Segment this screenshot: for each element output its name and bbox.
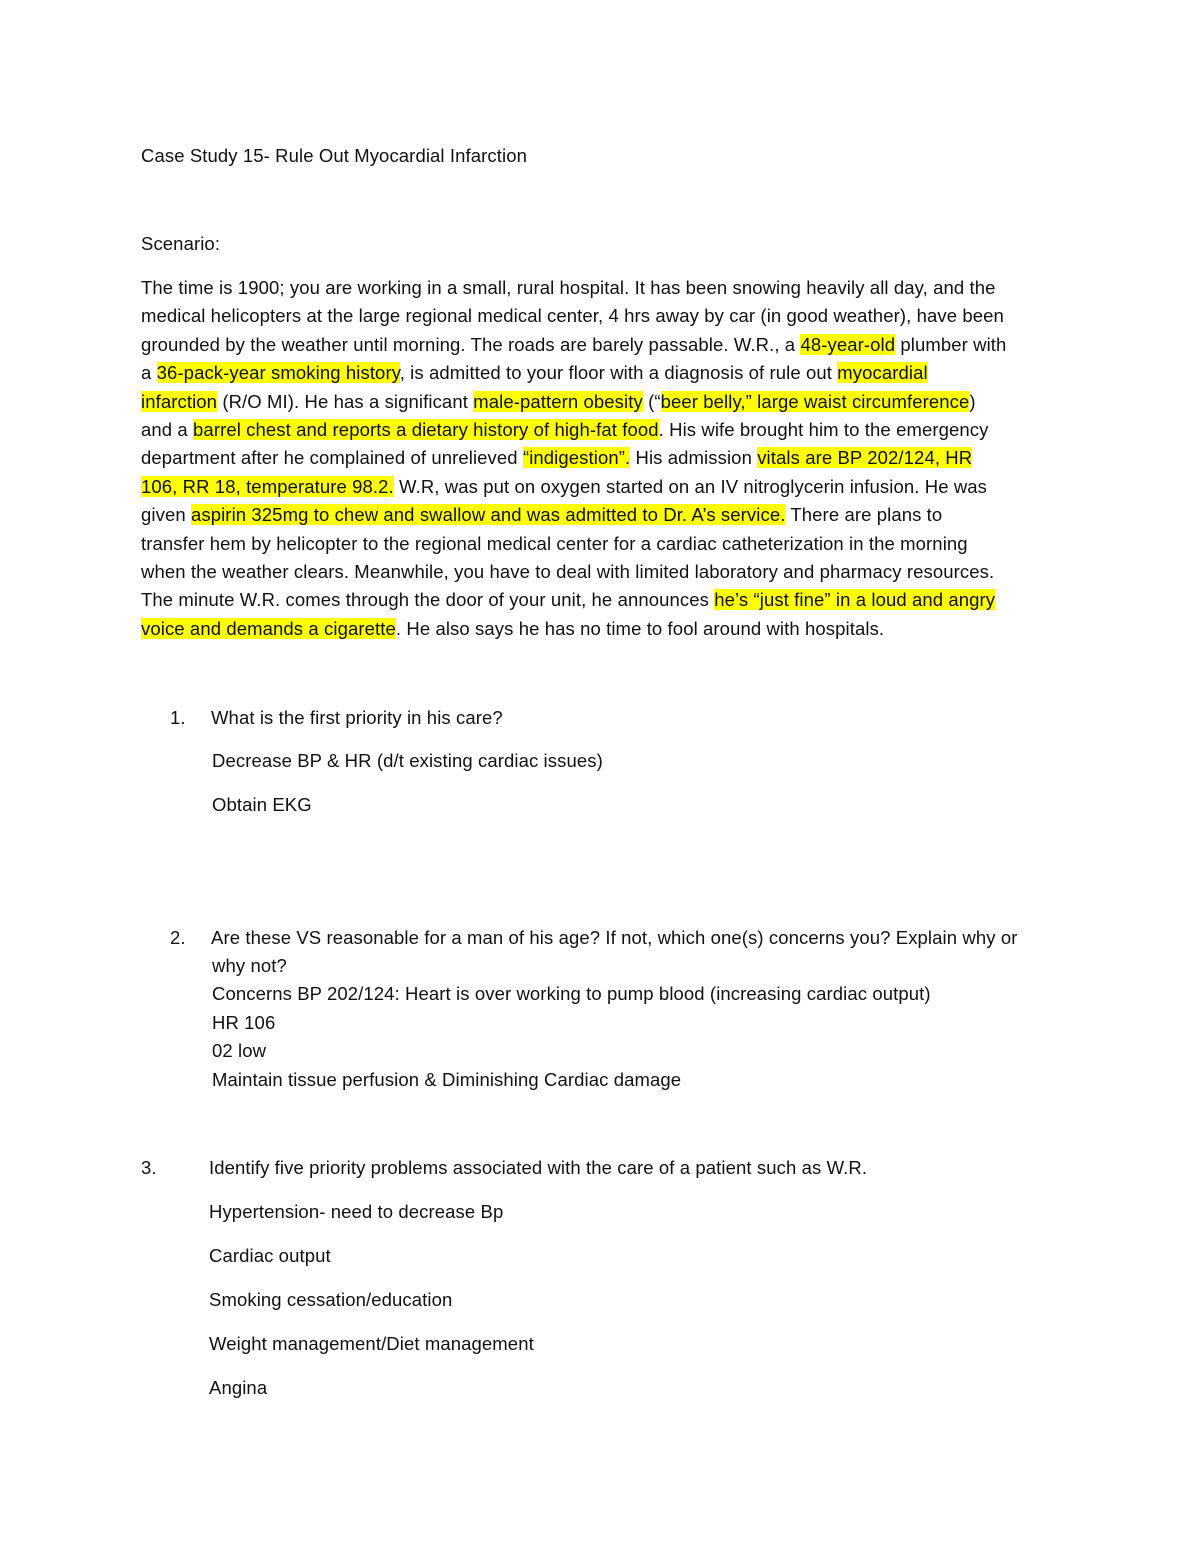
scenario-line bbox=[141, 359, 1066, 387]
question-2-answer-1: Concerns BP 202/124: Heart is over working to pump blood (increasing cardiac output) bbox=[212, 983, 931, 1004]
scenario-text: (“ bbox=[642, 390, 661, 412]
highlighted-text: “indigestion”. bbox=[522, 447, 631, 469]
question-2-text: Are these VS reasonable for a man of his age? If not, which one(s) concerns you? Explain why or bbox=[211, 927, 1018, 948]
question-2-answer-3: 02 low bbox=[212, 1040, 267, 1061]
highlighted-text: male-pattern obesity bbox=[473, 390, 643, 412]
question-1 bbox=[170, 704, 503, 732]
question-3-answer-4: Weight management/Diet management bbox=[209, 1333, 534, 1354]
scenario-text: a bbox=[141, 362, 157, 384]
scenario-text: plumber with bbox=[895, 333, 1007, 355]
scenario-line bbox=[141, 586, 1066, 614]
scenario-text: department after he complained of unrelieved bbox=[141, 447, 523, 469]
question-2 bbox=[170, 924, 1017, 952]
scenario-text: There are plans to bbox=[785, 504, 943, 526]
question-3-answer-2: Cardiac output bbox=[209, 1245, 331, 1266]
highlighted-text: vitals are BP 202/124, HR bbox=[757, 447, 973, 469]
highlighted-text: voice and demands a cigarette bbox=[141, 617, 396, 639]
question-2-answer-2: HR 106 bbox=[212, 1012, 276, 1033]
scenario-text: . He also says he has no time to fool around with hospitals. bbox=[395, 617, 885, 639]
scenario-text: His admission bbox=[630, 447, 758, 469]
scenario-line bbox=[141, 444, 1066, 472]
scenario-line bbox=[141, 331, 1066, 359]
scenario-label: Scenario: bbox=[141, 233, 221, 254]
scenario-text: . His wife brought him to the emergency bbox=[658, 419, 989, 441]
highlighted-text: 106, RR 18, temperature 98.2. bbox=[141, 475, 394, 497]
scenario-text: and a bbox=[141, 419, 194, 441]
case-study-title: Case Study 15- Rule Out Myocardial Infarction bbox=[141, 145, 527, 166]
scenario-line bbox=[141, 530, 1066, 558]
question-3 bbox=[141, 1154, 867, 1182]
scenario-text: grounded by the weather until morning. The roads are barely passable. W.R., a bbox=[141, 333, 801, 355]
scenario-text: when the weather clears. Meanwhile, you have to deal with limited laboratory and pharmacy resources. bbox=[141, 561, 995, 583]
scenario-text: medical helicopters at the large regional medical center, 4 hrs away by car (in good weather), have been bbox=[141, 305, 1004, 327]
scenario-text: transfer hem by helicopter to the regional medical center for a cardiac catheterization in the morning bbox=[141, 532, 968, 554]
highlighted-text: infarction bbox=[141, 390, 218, 412]
scenario-line bbox=[141, 274, 1066, 302]
highlighted-text: he’s “just fine” in a loud and angry bbox=[714, 589, 996, 611]
question-3-answer-1: Hypertension- need to decrease Bp bbox=[209, 1201, 504, 1222]
question-3-answer-5: Angina bbox=[209, 1377, 268, 1398]
question-1-number: 1. bbox=[170, 707, 186, 728]
scenario-text: The minute W.R. comes through the door of your unit, he announces bbox=[141, 589, 715, 611]
highlighted-text: barrel chest and reports a dietary history of high-fat food bbox=[193, 419, 659, 441]
scenario-paragraph bbox=[141, 274, 1066, 643]
scenario-text: given bbox=[141, 504, 191, 526]
question-1-text: What is the first priority in his care? bbox=[211, 707, 503, 728]
scenario-text: , is admitted to your floor with a diagnosis of rule out bbox=[399, 362, 838, 384]
scenario-line bbox=[141, 558, 1066, 586]
question-2-number: 2. bbox=[170, 927, 186, 948]
question-3-number: 3. bbox=[141, 1157, 157, 1178]
scenario-text: ) bbox=[969, 390, 976, 412]
question-1-answer-1: Decrease BP & HR (d/t existing cardiac issues) bbox=[212, 750, 603, 771]
question-3-answer-3: Smoking cessation/education bbox=[209, 1289, 453, 1310]
scenario-line bbox=[141, 388, 1066, 416]
scenario-text: The time is 1900; you are working in a small, rural hospital. It has been snowing heavily all day, and the bbox=[141, 277, 996, 298]
scenario-text: (R/O MI). He has a significant bbox=[217, 390, 474, 412]
scenario-line bbox=[141, 416, 1066, 444]
question-1-answer-2: Obtain EKG bbox=[212, 794, 312, 815]
scenario-line bbox=[141, 473, 1066, 501]
question-2-answer-4: Maintain tissue perfusion & Diminishing Cardiac damage bbox=[212, 1069, 682, 1090]
highlighted-text: 36-pack-year smoking history bbox=[156, 362, 400, 384]
highlighted-text: 48-year-old bbox=[800, 333, 896, 355]
question-3-text: Identify five priority problems associated with the care of a patient such as W.R. bbox=[209, 1157, 868, 1178]
question-2-text-continued: why not? bbox=[212, 955, 287, 976]
scenario-line bbox=[141, 501, 1066, 529]
scenario-line bbox=[141, 302, 1066, 330]
highlighted-text: beer belly,” large waist circumference bbox=[660, 390, 970, 412]
highlighted-text: aspirin 325mg to chew and swallow and was admitted to Dr. A’s service. bbox=[190, 504, 786, 526]
scenario-line bbox=[141, 615, 1066, 643]
scenario-text: W.R, was put on oxygen started on an IV nitroglycerin infusion. He was bbox=[393, 475, 988, 497]
highlighted-text: myocardial bbox=[837, 362, 928, 384]
